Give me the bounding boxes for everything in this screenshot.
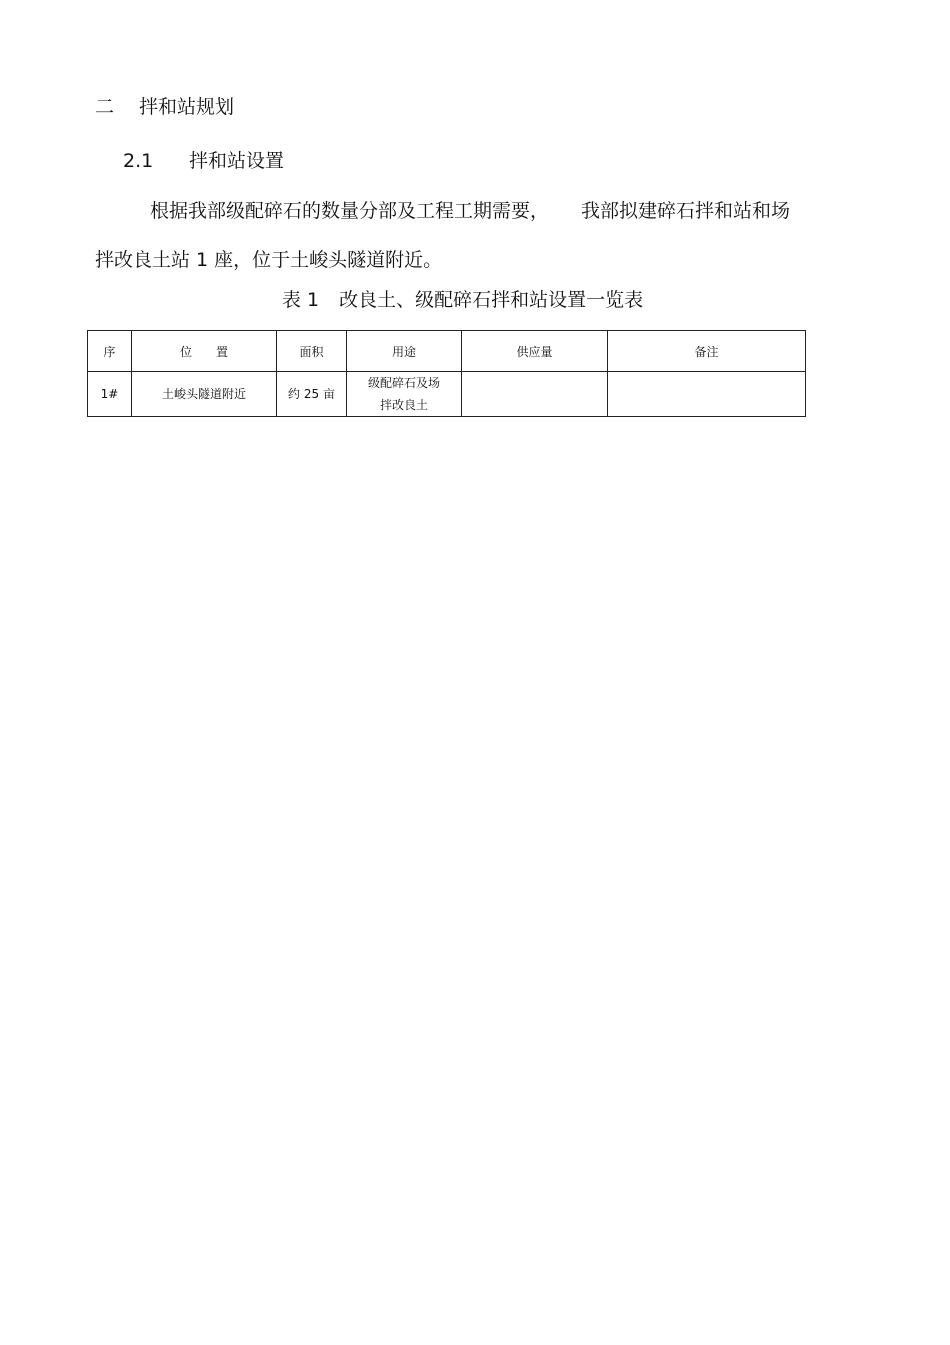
cell-remark (608, 372, 806, 417)
cell-supply (462, 372, 608, 417)
paragraph-line-1-part-b: 我部拟建碎石拌和站和场 (581, 200, 791, 222)
cell-area: 约 25 亩 (277, 372, 347, 417)
cell-usage-line-1: 级配碎石及场 (367, 376, 440, 390)
cell-usage (347, 372, 462, 417)
header-seq: 序 (88, 331, 132, 372)
header-area: 面积 (277, 331, 347, 372)
cell-usage-line-2: 拌改良土 (379, 398, 428, 412)
header-usage: 用途 (347, 331, 462, 372)
table-caption-label: 表 1 (281, 289, 320, 311)
body-paragraph (95, 198, 840, 273)
table-header-row (88, 331, 806, 372)
cell-seq: 1# (88, 372, 132, 417)
table-row (88, 372, 806, 417)
header-remark: 备注 (608, 331, 806, 372)
section-heading (95, 94, 234, 120)
station-summary-table (87, 330, 806, 417)
table-caption (0, 287, 925, 313)
table-caption-title: 改良土、级配碎石拌和站设置一览表 (339, 289, 644, 311)
paragraph-line-2: 拌改良土站 1 座，位于土峻头隧道附近。 (95, 249, 443, 271)
section-title: 拌和站规划 (139, 96, 235, 118)
subsection-title: 拌和站设置 (189, 150, 285, 172)
header-supply: 供应量 (462, 331, 608, 372)
header-location-label: 位置 (179, 344, 252, 359)
cell-location: 土峻头隧道附近 (132, 372, 277, 417)
subsection-number: 2.1 (123, 150, 154, 172)
subsection-heading (123, 148, 284, 174)
paragraph-line-1-part-a: 根据我部级配碎石的数量分部及工程工期需要， (150, 200, 550, 222)
header-location (132, 331, 277, 372)
section-number: 二 (95, 96, 115, 118)
paragraph-line-1 (95, 198, 840, 224)
